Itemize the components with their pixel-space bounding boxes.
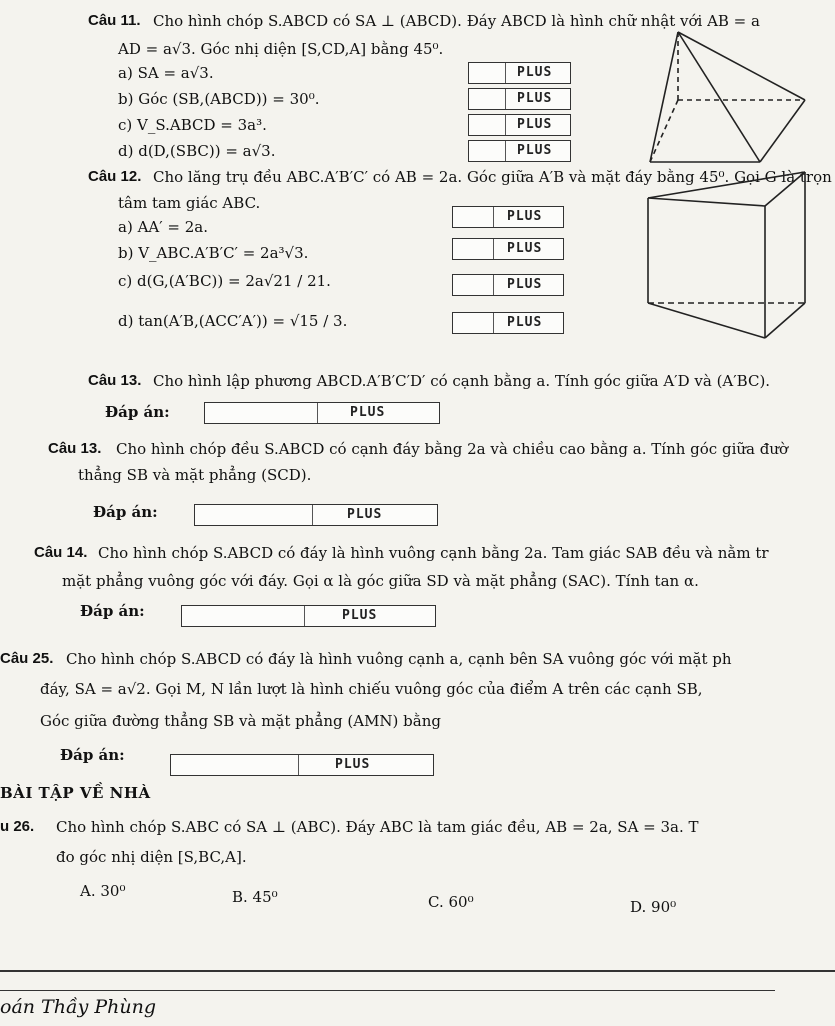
q26-option-d[interactable]: D. 90⁰ [630, 898, 677, 916]
answer-box-q11b[interactable] [468, 88, 571, 110]
q11-stem-line1: Cho hình chóp S.ABCD có SA ⊥ (ABCD). Đáy ABCD là hình chữ nhật với AB = a [153, 12, 760, 30]
q12-option-d: d) tan(A′B,(ACC′A′)) = √15 / 3. [118, 312, 348, 330]
answer-box-q12a[interactable] [452, 206, 564, 228]
q25-stem-line2: đáy, SA = a√2. Gọi M, N lần lượt là hình chiếu vuông góc của điểm A trên các cạnh SB, [40, 680, 703, 698]
q26-option-c[interactable]: C. 60⁰ [428, 893, 474, 911]
q11-option-d: d) d(D,(SBC)) = a√3. [118, 142, 276, 160]
answer-box-q13a[interactable] [204, 402, 440, 424]
q13b-label: Câu 13. [48, 440, 102, 457]
q26-label: u 26. [0, 818, 35, 835]
plus-logo: PLUS [517, 91, 553, 106]
plus-logo: PLUS [507, 209, 543, 224]
q26-stem-line2: đo góc nhị diện [S,BC,A]. [56, 848, 247, 866]
answer-box-q11d[interactable] [468, 140, 571, 162]
q13a-stem: Cho hình lập phương ABCD.A′B′C′D′ có cạnh bằng a. Tính góc giữa A′D và (A′BC). [153, 372, 771, 390]
q11-stem-line2: AD = a√3. Góc nhị diện [S,CD,A] bằng 45⁰. [118, 40, 444, 58]
q13b-stem-line1: Cho hình chóp đều S.ABCD có cạnh đáy bằng 2a và chiều cao bằng a. Tính góc giữa đườ [116, 440, 789, 458]
q13b-stem-line2: thẳng SB và mặt phẳng (SCD). [78, 466, 312, 484]
plus-logo: PLUS [342, 608, 378, 623]
footer-author: oán Thầy Phùng [0, 996, 157, 1018]
q14-label: Câu 14. [34, 544, 88, 561]
answer-box-q13b[interactable] [194, 504, 438, 526]
plus-logo: PLUS [517, 65, 553, 80]
q26-option-b[interactable]: B. 45⁰ [232, 888, 278, 906]
answer-box-q14[interactable] [181, 605, 436, 627]
answer-box-q11c[interactable] [468, 114, 571, 136]
footer-divider-top [0, 970, 835, 972]
plus-logo: PLUS [507, 315, 543, 330]
plus-logo: PLUS [517, 117, 553, 132]
homework-heading: BÀI TẬP VỀ NHÀ [0, 784, 151, 802]
q12-label: Câu 12. [88, 168, 142, 185]
pyramid-figure [640, 22, 830, 172]
q26-stem-line1: Cho hình chóp S.ABC có SA ⊥ (ABC). Đáy ABC là tam giác đều, AB = 2a, SA = 3a. T [56, 818, 699, 836]
plus-logo: PLUS [517, 143, 553, 158]
plus-logo: PLUS [335, 757, 371, 772]
plus-logo: PLUS [347, 507, 383, 522]
q13a-answer-label: Đáp án: [105, 403, 170, 421]
q12-stem-line2: tâm tam giác ABC. [118, 194, 261, 212]
q11-label: Câu 11. [88, 12, 141, 29]
plus-logo: PLUS [507, 277, 543, 292]
q25-stem-line3: Góc giữa đường thẳng SB và mặt phẳng (AMN) bằng [40, 712, 441, 730]
q12-stem-line1: Cho lăng trụ đều ABC.A′B′C′ có AB = 2a. Góc giữa A′B và mặt đáy bằng 45⁰. Gọi G là trọn [153, 168, 832, 186]
q14-answer-label: Đáp án: [80, 602, 145, 620]
q26-option-a[interactable]: A. 30⁰ [80, 882, 126, 900]
answer-box-q12c[interactable] [452, 274, 564, 296]
q12-option-a: a) AA′ = 2a. [118, 218, 208, 236]
answer-box-q12d[interactable] [452, 312, 564, 334]
q25-label: Câu 25. [0, 650, 54, 667]
footer-divider-bottom [0, 990, 775, 991]
q25-answer-label: Đáp án: [60, 746, 125, 764]
q11-option-b: b) Góc (SB,(ABCD)) = 30⁰. [118, 90, 320, 108]
plus-logo: PLUS [350, 405, 386, 420]
q14-stem-line2: mặt phẳng vuông góc với đáy. Gọi α là góc giữa SD và mặt phẳng (SAC). Tính tan α. [62, 572, 699, 590]
prism-figure [640, 168, 830, 353]
q13a-label: Câu 13. [88, 372, 142, 389]
answer-box-q12b[interactable] [452, 238, 564, 260]
q25-stem-line1: Cho hình chóp S.ABCD có đáy là hình vuông cạnh a, cạnh bên SA vuông góc với mặt ph [66, 650, 732, 668]
q14-stem-line1: Cho hình chóp S.ABCD có đáy là hình vuông cạnh bằng 2a. Tam giác SAB đều và nằm tr [98, 544, 769, 562]
q11-option-c: c) V_S.ABCD = 3a³. [118, 116, 267, 134]
q12-option-c: c) d(G,(A′BC)) = 2a√21 / 21. [118, 272, 331, 290]
q12-option-b: b) V_ABC.A′B′C′ = 2a³√3. [118, 244, 309, 262]
q11-option-a: a) SA = a√3. [118, 64, 214, 82]
plus-logo: PLUS [507, 241, 543, 256]
answer-box-q25[interactable] [170, 754, 434, 776]
answer-box-q11a[interactable] [468, 62, 571, 84]
q13b-answer-label: Đáp án: [93, 503, 158, 521]
